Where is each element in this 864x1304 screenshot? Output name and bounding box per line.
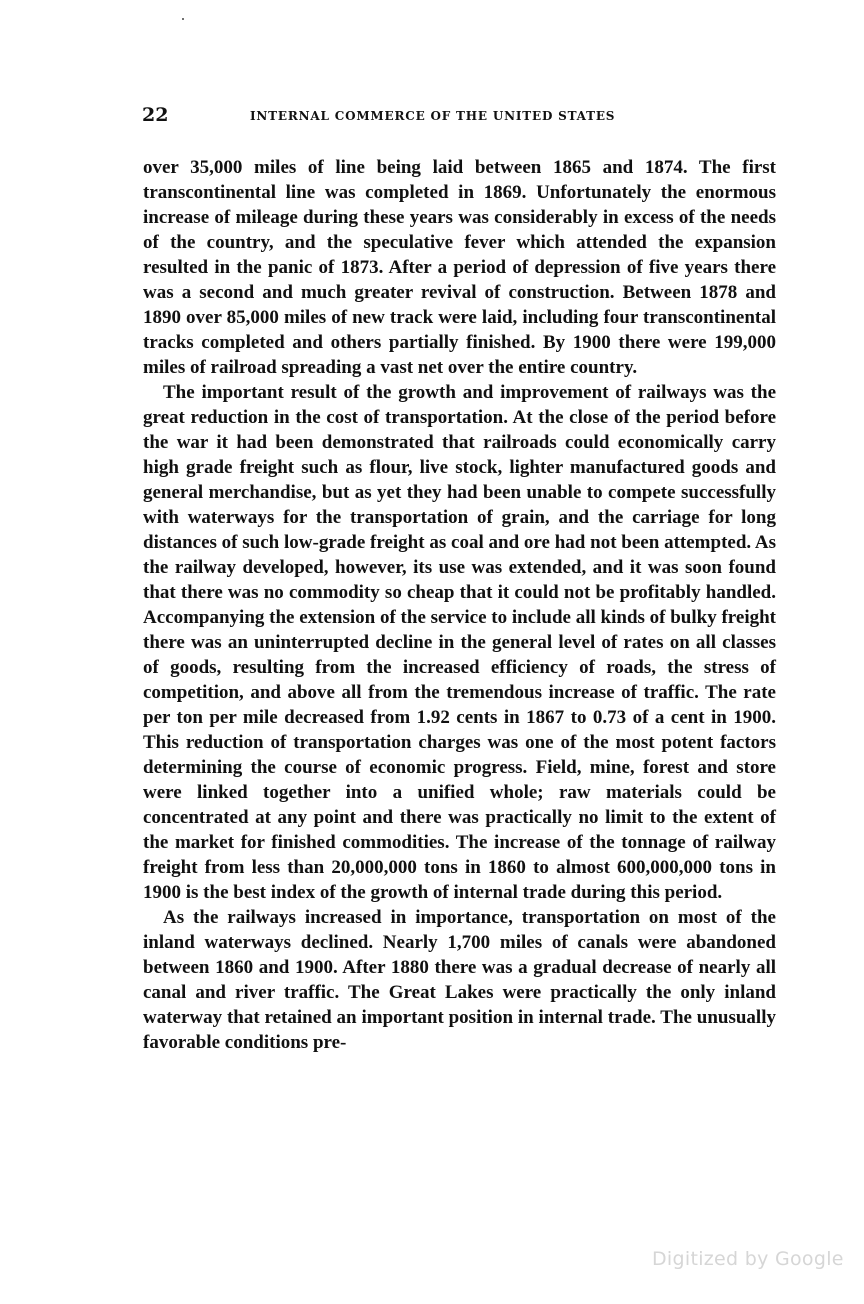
paragraph-2: The important result of the growth and improvement of railways was the great reduction in the cost of transportation. At the close of the period before the war it had been demonstrated that railroads could economically carry high grade freight such as flour, live stock, lighter manufactured goods and general merchandise, but as yet they had been unable to compete successfully with waterways for the transportation of grain, and the carriage for long distances of such low-grade freight as coal and ore had not been attempted. As the railway developed, however, its use was extended, and it was soon found that there was no commodity so cheap that it could not be profitably handled. Accompanying the extension of the service to include all kinds of bulky freight there was an uninterrupted decline in the general level of rates on all classes of goods, resulting from the increased efficiency of roads, the stress of competition, and above all from the tremendous increase of traffic. The rate per ton per mile decreased from 1.92 cents in 1867 to 0.73 of a cent in 1900. This reduction of transportation charges was one of the most potent factors determining the course of economic progress. Field, mine, forest and store were linked together into a unified whole; raw materials could be concentrated at any point and there was practically no limit to the extent of the market for finished commodities. The increase of the tonnage of railway freight from less than 20,000,000 tons in 1860 to almost 600,000,000 tons in 1900 is the best index of the growth of internal trade during this period. (143, 382, 776, 903)
page-number: 22 (142, 104, 169, 126)
digitized-watermark: Digitized by Google (652, 1248, 844, 1270)
paragraph-3: As the railways increased in importance, transportation on most of the inland waterways declined. Nearly 1,700 miles of canals were abandoned between 1860 and 1900. After 1880 there was a gradual decrease of nearly all canal and river traffic. The Great Lakes were practically the only inland waterway that retained an important position in internal trade. The unusually favorable conditions pre- (143, 907, 776, 1053)
body-text (143, 155, 776, 1055)
running-head: INTERNAL COMMERCE OF THE UNITED STATES (250, 109, 616, 123)
paragraph-1: over 35,000 miles of line being laid between 1865 and 1874. The first transcontinental line was completed in 1869. Unfortunately the enormous increase of mileage during these years was considerably in excess of the needs of the country, and the speculative fever which attended the expansion resulted in the panic of 1873. After a period of depression of five years there was a second and much greater revival of construction. Between 1878 and 1890 over 85,000 miles of new track were laid, including four transcontinental tracks completed and others partially finished. By 1900 there were 199,000 miles of railroad spreading a vast net over the entire country. (143, 157, 776, 378)
scan-speck (182, 18, 184, 20)
